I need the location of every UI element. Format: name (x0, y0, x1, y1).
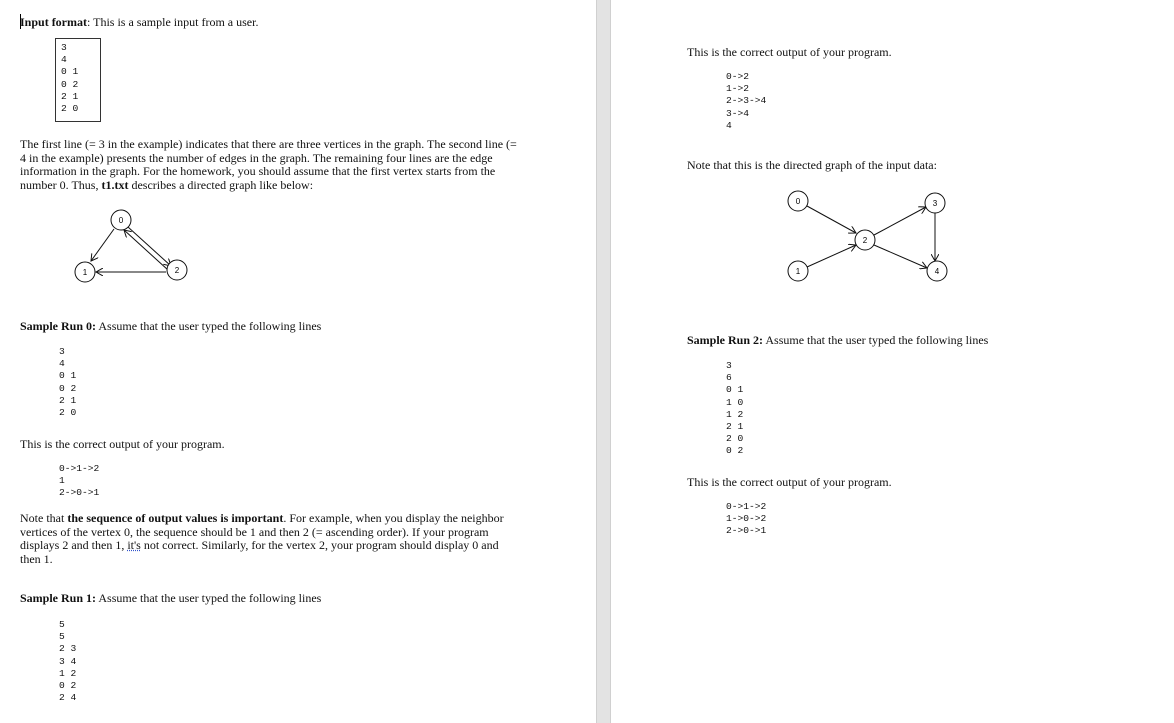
sample-run-0-output (59, 463, 99, 500)
input-format-paragraph (20, 16, 258, 30)
edge-2-0 (124, 230, 168, 270)
edge-2-4 (874, 245, 927, 268)
graph2-node-2 (855, 230, 875, 250)
svg-text:3: 3 (932, 199, 938, 208)
sample-run-1-heading (20, 592, 321, 606)
svg-text:1: 1 (82, 268, 88, 277)
code-line: 0->1->2 (59, 463, 100, 474)
sample-run-1-input (59, 619, 76, 704)
edge-0-2 (807, 206, 856, 233)
code-line: 1 0 (726, 396, 744, 408)
code-line: 2 1 (726, 421, 744, 433)
code-line: 2->0->1 (59, 487, 100, 499)
description-paragraph (20, 138, 520, 192)
note-paragraph (20, 512, 520, 566)
edge-1-2 (807, 245, 856, 267)
output-1-intro: This is the correct output of your program. (687, 45, 892, 59)
graph1-node-0 (111, 210, 131, 230)
sample-run-2-heading (687, 334, 988, 348)
code-line: 0 1 (61, 66, 79, 78)
graph1-node-1 (75, 262, 95, 282)
code-line: 4 (59, 358, 65, 370)
code-line: 6 (726, 372, 732, 384)
code-line: 2->3->4 (726, 95, 767, 107)
code-line: 0 2 (61, 78, 79, 90)
code-line: 5 (59, 631, 65, 643)
graph1-node-2 (167, 260, 187, 280)
input-sample-box (55, 38, 101, 122)
code-line: 1 (59, 475, 65, 487)
code-line: 0->2 (726, 71, 750, 82)
sample-run-2-input (726, 360, 743, 458)
code-line: 1 2 (726, 408, 744, 420)
code-line: 1->0->2 (726, 513, 767, 525)
code-line: 2 0 (59, 407, 77, 419)
code-line: 4 (726, 119, 732, 131)
graph2-diagram (781, 185, 956, 290)
code-line: 2 1 (59, 394, 77, 406)
code-line: 4 (61, 54, 67, 66)
note-text-a: Note that (20, 511, 68, 525)
sample-run-2-text: Assume that the user typed the following lines (763, 333, 989, 347)
svg-text:2: 2 (174, 266, 180, 275)
code-line: 2->0->1 (726, 525, 767, 537)
code-line: 2 1 (61, 90, 79, 102)
sample-run-0-text: Assume that the user typed the following lines (96, 319, 322, 333)
page-gutter (596, 0, 611, 723)
code-line: 0->1->2 (726, 501, 767, 512)
svg-text:2: 2 (862, 236, 868, 245)
document-page-right (611, 0, 1174, 723)
input-format-label: Input format (20, 15, 88, 29)
code-line: 3 (61, 42, 67, 53)
code-line: 1->2 (726, 83, 750, 95)
note-bold: the sequence of output values is important (67, 511, 284, 525)
output-0-intro: This is the correct output of your program. (20, 437, 225, 451)
graph2-node-4 (927, 261, 947, 281)
edge-2-3 (874, 207, 926, 235)
spellcheck-word: it's (127, 538, 141, 552)
code-line: 0 2 (726, 445, 744, 457)
graph2-node-1 (788, 261, 808, 281)
code-line: 1 2 (59, 667, 77, 679)
input-format-text: : This is a sample input from a user. (87, 15, 259, 29)
sample-run-1-label: Sample Run 1: (20, 591, 97, 605)
edge-0-1 (91, 229, 114, 261)
sample-run-0-label: Sample Run 0: (20, 319, 97, 333)
graph2-node-0 (788, 191, 808, 211)
description-text-end: describes a directed graph like below: (128, 177, 314, 192)
graph2-note: Note that this is the directed graph of the input data: (687, 158, 937, 172)
sample-run-2-label: Sample Run 2: (687, 333, 764, 347)
code-line: 3->4 (726, 107, 750, 119)
file-name: t1.txt (101, 177, 129, 192)
code-line: 2 3 (59, 643, 77, 655)
graph2-node-3 (925, 193, 945, 213)
code-line: 2 4 (59, 692, 77, 704)
svg-text:0: 0 (795, 197, 801, 206)
code-line: 0 1 (726, 384, 744, 396)
edge-0-2 (128, 227, 171, 266)
sample-run-0-input (59, 346, 76, 419)
sample-run-1-text: Assume that the user typed the following lines (96, 591, 322, 605)
note-text-b: . For example, when you display the neighbor vertices of the vertex 0, the sequence should be 1 and then 2 (= ascending order). If your program displays 2 and then 1, (20, 511, 504, 552)
code-line: 3 4 (59, 655, 77, 667)
description-text: The first line (= 3 in the example) indicates that there are three vertices in the graph. The second line (= 4 in the example) presents the number of edges in the graph. The remaining four lines are the edge information in the graph. For the homework, you should assume that the first vertex starts from the number 0. Thus, (20, 137, 517, 192)
output-2-intro: This is the correct output of your program. (687, 475, 892, 489)
code-line: 5 (59, 619, 65, 630)
code-line: 3 (59, 346, 65, 357)
code-line: 2 0 (61, 103, 79, 115)
sample-run-2-output (726, 501, 766, 538)
code-line: 0 2 (59, 680, 77, 692)
code-line: 0 2 (59, 382, 77, 394)
code-line: 2 0 (726, 433, 744, 445)
note-text-c: not correct. Similarly, for the vertex 2, your program should display 0 and then 1. (20, 538, 499, 566)
svg-text:4: 4 (934, 267, 940, 276)
graph1-diagram (60, 200, 210, 295)
svg-text:0: 0 (118, 216, 124, 225)
sample-run-0-heading (20, 320, 321, 334)
svg-text:1: 1 (795, 267, 801, 276)
code-line: 3 (726, 360, 732, 371)
sample-run-1-output (726, 71, 766, 132)
code-line: 0 1 (59, 370, 77, 382)
